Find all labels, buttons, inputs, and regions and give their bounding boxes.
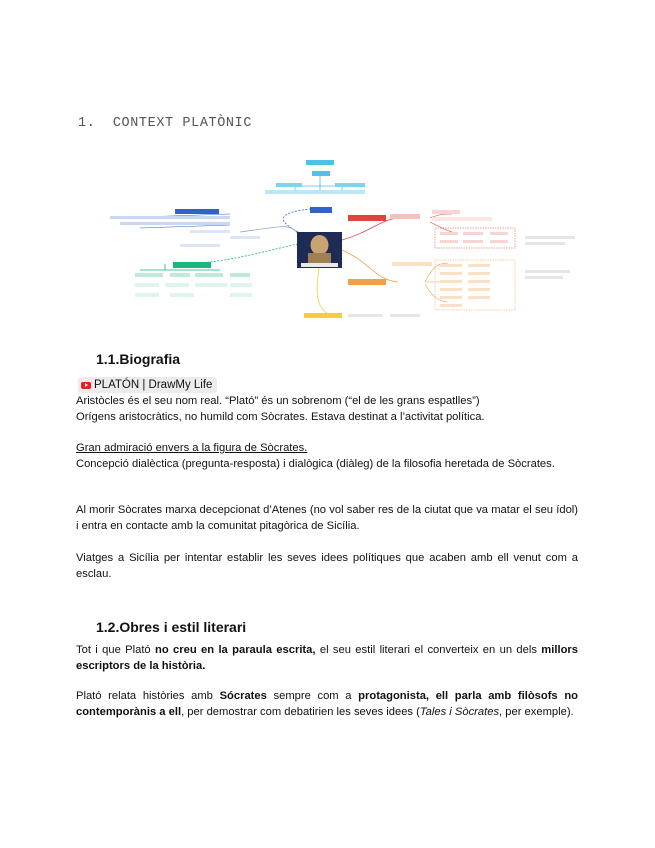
para-atenes: Al morir Sòcrates marxa decepcionat d’Atenes (no vol saber res de la ciutat que va matar el seu ídol) i entra en contacte amb la comunitat pitagòrica de Sicília. <box>76 504 578 532</box>
bold-run: Sócrates <box>219 690 267 702</box>
video-link-label: PLATÓN | DrawMy Life <box>94 379 213 391</box>
video-link-chip[interactable] <box>78 377 217 393</box>
italic-run: Tales i Sòcrates <box>419 706 500 718</box>
para-dialectica: Concepció dialèctica (pregunta-resposta) i dialògica (diàleg) de la filosofia heretada de Sòcrates. <box>76 458 555 470</box>
admiration-heading: Gran admiració envers a la figura de Sòcrates. <box>76 442 308 454</box>
obres-paragraph-1 <box>76 642 578 674</box>
text-run: Tot i que Plató <box>76 644 156 656</box>
obres-heading: 1.2.Obres i estil literari <box>96 619 247 635</box>
bold-run: no creu en la paraula escrita, <box>155 644 316 656</box>
section-title-text: CONTEXT PLATÒNIC <box>112 116 253 131</box>
text-run: , per demostrar com debatirien les seves idees ( <box>181 706 420 718</box>
para-sicilia: Viatges a Sicília per intentar establir les seves idees polítiques que acaben amb ell venut com a esclau. <box>76 552 578 580</box>
text-run: sempre com a <box>266 690 359 702</box>
text-run: , per exemple). <box>499 706 574 718</box>
section-title <box>78 116 252 131</box>
obres-paragraph-2 <box>76 688 578 720</box>
text-run: Plató relata històries amb <box>76 690 220 702</box>
bold-run: millors escriptors de la història. <box>76 644 578 672</box>
youtube-icon <box>81 382 91 389</box>
bio-line-2: Orígens aristocràtics, no humild com Sòcrates. Estava destinat a l’activitat política. <box>76 411 485 423</box>
section-number: 1. <box>78 116 96 131</box>
mind-map-image <box>80 152 585 327</box>
bold-run: protagonista, ell parla amb filòsofs no contemporànis a ell <box>76 690 578 718</box>
bio-line-1: Aristòcles és el seu nom real. “Plató” és un sobrenom (“el de les grans espatlles”) <box>76 395 480 407</box>
text-run: el seu estil literari el converteix en un dels <box>315 644 542 656</box>
biografia-heading: 1.1.Biografia <box>96 351 181 367</box>
